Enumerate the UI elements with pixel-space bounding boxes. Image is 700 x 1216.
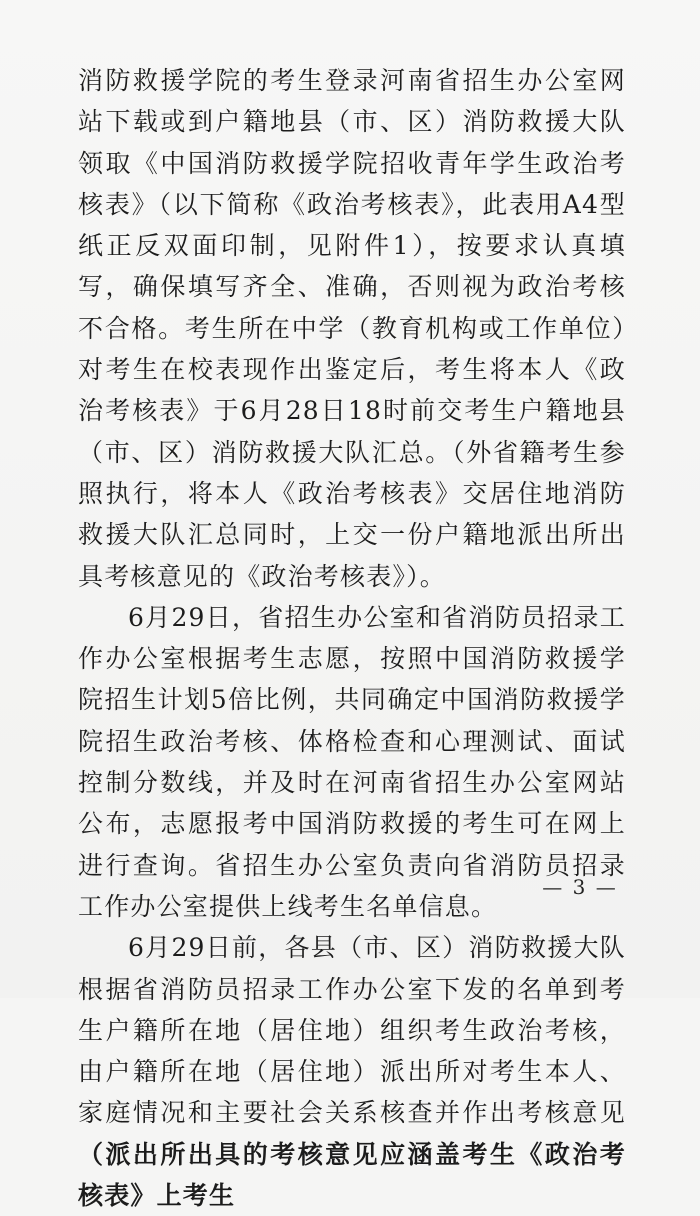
paragraph-3-bold-text: （派出所出具的考核意见应涵盖考生《政治考核表》上考生 [78, 1139, 626, 1211]
paragraph-2: 6月29日，省招生办公室和省消防员招录工作办公室根据考生志愿，按照中国消防救援学院招生计划5倍比例，共同确定中国消防救援学院招生政治考核、体格检查和心理测试、面试控制分数线，并及时在河南省招生办公室网站公布，志愿报考中国消防救援的考生可在网上进行查询。省招生办公室负责向省消防员招录工作办公室提供上线考生名单信息。 [78, 602, 626, 921]
paragraph-3-text: 6月29日前，各县（市、区）消防救援大队根据省消防员招录工作办公室下发的名单到考生户籍所在地（居住地）组织考生政治考核，由户籍所在地（居住地）派出所对考生本人、家庭情况和主要社会关系核查并作出考核意见 [78, 933, 626, 1128]
page-number: — 3 — [542, 875, 618, 899]
paragraph-1: 消防救援学院的考生登录河南省招生办公室网站下载或到户籍地县（市、区）消防救援大队领取《中国消防救援学院招收青年学生政治考核表》（以下简称《政治考核表》，此表用A4型纸正反双面印制，见附件1），按要求认真填写，确保填写齐全、准确，否则视为政治考核不合格。考生所在中学（教育机构或工作单位）对考生在校表现作出鉴定后，考生将本人《政治考核表》于6月28日18时前交考生户籍地县（市、区）消防救援大队汇总。（外省籍考生参照执行，将本人《政治考核表》交居住地消防救援大队汇总同时，上交一份户籍地派出所出具考核意见的《政治考核表》）。 [78, 66, 626, 591]
paragraph-3 [78, 927, 626, 1216]
body-text [78, 60, 626, 1216]
